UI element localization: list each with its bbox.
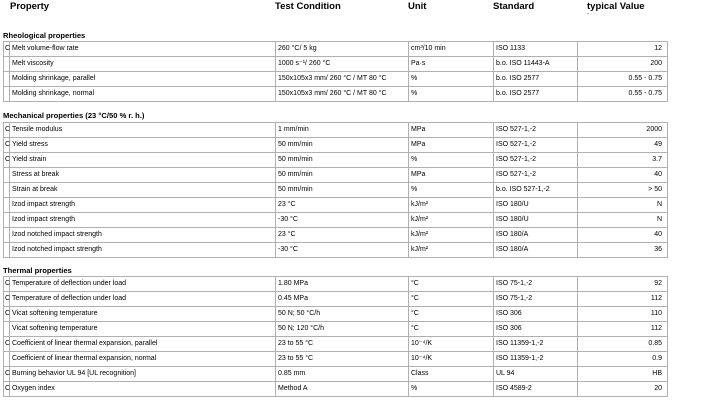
table-row <box>4 123 668 138</box>
table-row <box>4 352 668 367</box>
unit-cell: % <box>409 382 494 397</box>
category-marker: C <box>4 153 10 168</box>
standard-cell: b.o. ISO 11443-A <box>494 57 578 72</box>
test-condition-cell: 50 mm/min <box>276 168 409 183</box>
typical-value-cell: 49 <box>578 138 668 153</box>
rheological-table <box>3 41 668 102</box>
test-condition-cell: -30 °C <box>276 243 409 258</box>
standard-cell: UL 94 <box>494 367 578 382</box>
typical-value-cell: 0.55 - 0.75 <box>578 87 668 102</box>
property-cell: Temperature of deflection under load <box>10 277 276 292</box>
standard-cell: ISO 527-1,-2 <box>494 138 578 153</box>
property-cell: Melt volume-flow rate <box>10 42 276 57</box>
property-cell: Coefficient of linear thermal expansion, parallel <box>10 337 276 352</box>
test-condition-cell: Method A <box>276 382 409 397</box>
test-condition-cell: 23 °C <box>276 198 409 213</box>
standard-cell: b.o. ISO 527-1,-2 <box>494 183 578 198</box>
property-cell: Temperature of deflection under load <box>10 292 276 307</box>
table-row <box>4 367 668 382</box>
typical-value-cell: 0.85 <box>578 337 668 352</box>
table-row <box>4 307 668 322</box>
unit-cell: MPa <box>409 168 494 183</box>
typical-value-cell: 36 <box>578 243 668 258</box>
header-marker: - <box>587 11 589 17</box>
property-cell: Izod notched impact strength <box>10 228 276 243</box>
category-marker: C <box>4 42 10 57</box>
test-condition-cell: 1000 s⁻¹/ 260 °C <box>276 57 409 72</box>
unit-cell: kJ/m² <box>409 243 494 258</box>
test-condition-cell: 50 mm/min <box>276 183 409 198</box>
category-marker: C <box>4 382 10 397</box>
category-marker: C <box>4 277 10 292</box>
property-cell: Stress at break <box>10 168 276 183</box>
standard-cell: ISO 4589-2 <box>494 382 578 397</box>
typical-value-cell: 12 <box>578 42 668 57</box>
typical-value-cell: 3.7 <box>578 153 668 168</box>
property-cell: Izod impact strength <box>10 213 276 228</box>
standard-cell: ISO 306 <box>494 307 578 322</box>
unit-cell: MPa <box>409 138 494 153</box>
table-row <box>4 292 668 307</box>
typical-value-cell: 92 <box>578 277 668 292</box>
typical-value-cell: 20 <box>578 382 668 397</box>
typical-value-cell: > 50 <box>578 183 668 198</box>
property-cell: Molding shrinkage, parallel <box>10 72 276 87</box>
property-cell: Yield stress <box>10 138 276 153</box>
unit-cell: cm³/10 min <box>409 42 494 57</box>
standard-cell: ISO 75-1,-2 <box>494 277 578 292</box>
property-cell: Oxygen index <box>10 382 276 397</box>
section-title-thermal: Thermal properties <box>3 266 72 275</box>
test-condition-cell: 23 to 55 °C <box>276 352 409 367</box>
column-header-row <box>0 0 702 20</box>
section-title-rheological: Rheological properties <box>3 31 86 40</box>
typical-value-cell: 112 <box>578 292 668 307</box>
unit-cell: kJ/m² <box>409 213 494 228</box>
standard-cell: ISO 180/A <box>494 228 578 243</box>
category-marker: C <box>4 337 10 352</box>
property-cell: Melt viscosity <box>10 57 276 72</box>
unit-cell: % <box>409 153 494 168</box>
table-row <box>4 322 668 337</box>
typical-value-cell: 2000 <box>578 123 668 138</box>
standard-cell: b.o. ISO 2577 <box>494 72 578 87</box>
standard-cell: ISO 527-1,-2 <box>494 168 578 183</box>
category-marker: C <box>4 123 10 138</box>
unit-cell: % <box>409 87 494 102</box>
table-row <box>4 87 668 102</box>
header-standard: Standard <box>493 1 535 12</box>
property-cell: Strain at break <box>10 183 276 198</box>
property-cell: Yield strain <box>10 153 276 168</box>
property-cell: Izod notched impact strength <box>10 243 276 258</box>
property-cell: Vicat softening temperature <box>10 307 276 322</box>
mechanical-table <box>3 122 668 258</box>
unit-cell: kJ/m² <box>409 228 494 243</box>
table-row <box>4 72 668 87</box>
property-cell: Vicat softening temperature <box>10 322 276 337</box>
standard-cell: ISO 306 <box>494 322 578 337</box>
unit-cell: °C <box>409 277 494 292</box>
table-row <box>4 183 668 198</box>
unit-cell: 10⁻⁴/K <box>409 352 494 367</box>
standard-cell: ISO 527-1,-2 <box>494 153 578 168</box>
header-unit: Unit <box>408 1 427 12</box>
category-marker: C <box>4 138 10 153</box>
typical-value-cell: 200 <box>578 57 668 72</box>
standard-cell: ISO 11359-1,-2 <box>494 352 578 367</box>
standard-cell: ISO 180/U <box>494 213 578 228</box>
test-condition-cell: 50 N; 50 °C/h <box>276 307 409 322</box>
standard-cell: b.o. ISO 2577 <box>494 87 578 102</box>
test-condition-cell: -30 °C <box>276 213 409 228</box>
unit-cell: 10⁻⁴/K <box>409 337 494 352</box>
test-condition-cell: 1.80 MPa <box>276 277 409 292</box>
property-cell: Burning behavior UL 94 [UL recognition] <box>10 367 276 382</box>
standard-cell: ISO 1133 <box>494 42 578 57</box>
test-condition-cell: 0.45 MPa <box>276 292 409 307</box>
typical-value-cell: HB <box>578 367 668 382</box>
property-cell: Coefficient of linear thermal expansion, normal <box>10 352 276 367</box>
test-condition-cell: 260 °C/ 5 kg <box>276 42 409 57</box>
unit-cell: Pa·s <box>409 57 494 72</box>
test-condition-cell: 150x105x3 mm/ 260 °C / MT 80 °C <box>276 87 409 102</box>
standard-cell: ISO 75-1,-2 <box>494 292 578 307</box>
header-typical-value: typical Value <box>587 1 645 12</box>
table-row <box>4 198 668 213</box>
unit-cell: °C <box>409 292 494 307</box>
header-test-condition: Test Condition <box>275 1 341 12</box>
category-marker: C <box>4 292 10 307</box>
test-condition-cell: 23 °C <box>276 228 409 243</box>
test-condition-cell: 150x105x3 mm/ 260 °C / MT 80 °C <box>276 72 409 87</box>
unit-cell: MPa <box>409 123 494 138</box>
category-marker: C <box>4 367 10 382</box>
table-row <box>4 228 668 243</box>
typical-value-cell: 0.55 - 0.75 <box>578 72 668 87</box>
table-row <box>4 213 668 228</box>
header-property: Property <box>10 1 50 12</box>
typical-value-cell: 40 <box>578 228 668 243</box>
table-row <box>4 337 668 352</box>
category-marker: C <box>4 307 10 322</box>
table-row <box>4 153 668 168</box>
typical-value-cell: 110 <box>578 307 668 322</box>
table-row <box>4 138 668 153</box>
typical-value-cell: 0.9 <box>578 352 668 367</box>
unit-cell: °C <box>409 322 494 337</box>
test-condition-cell: 0.85 mm <box>276 367 409 382</box>
thermal-table <box>3 276 668 397</box>
typical-value-cell: 112 <box>578 322 668 337</box>
table-row <box>4 277 668 292</box>
table-row <box>4 57 668 72</box>
table-row <box>4 42 668 57</box>
table-row <box>4 168 668 183</box>
test-condition-cell: 50 mm/min <box>276 138 409 153</box>
test-condition-cell: 50 N; 120 °C/h <box>276 322 409 337</box>
table-row <box>4 382 668 397</box>
typical-value-cell: N <box>578 198 668 213</box>
property-cell: Molding shrinkage, normal <box>10 87 276 102</box>
standard-cell: ISO 11359-1,-2 <box>494 337 578 352</box>
test-condition-cell: 50 mm/min <box>276 153 409 168</box>
unit-cell: % <box>409 183 494 198</box>
property-cell: Tensile modulus <box>10 123 276 138</box>
property-cell: Izod impact strength <box>10 198 276 213</box>
test-condition-cell: 1 mm/min <box>276 123 409 138</box>
standard-cell: ISO 180/U <box>494 198 578 213</box>
standard-cell: ISO 180/A <box>494 243 578 258</box>
unit-cell: % <box>409 72 494 87</box>
unit-cell: °C <box>409 307 494 322</box>
table-row <box>4 243 668 258</box>
standard-cell: ISO 527-1,-2 <box>494 123 578 138</box>
unit-cell: kJ/m² <box>409 198 494 213</box>
test-condition-cell: 23 to 55 °C <box>276 337 409 352</box>
typical-value-cell: N <box>578 213 668 228</box>
typical-value-cell: 40 <box>578 168 668 183</box>
unit-cell: Class <box>409 367 494 382</box>
section-title-mechanical: Mechanical properties (23 °C/50 % r. h.) <box>3 111 145 120</box>
